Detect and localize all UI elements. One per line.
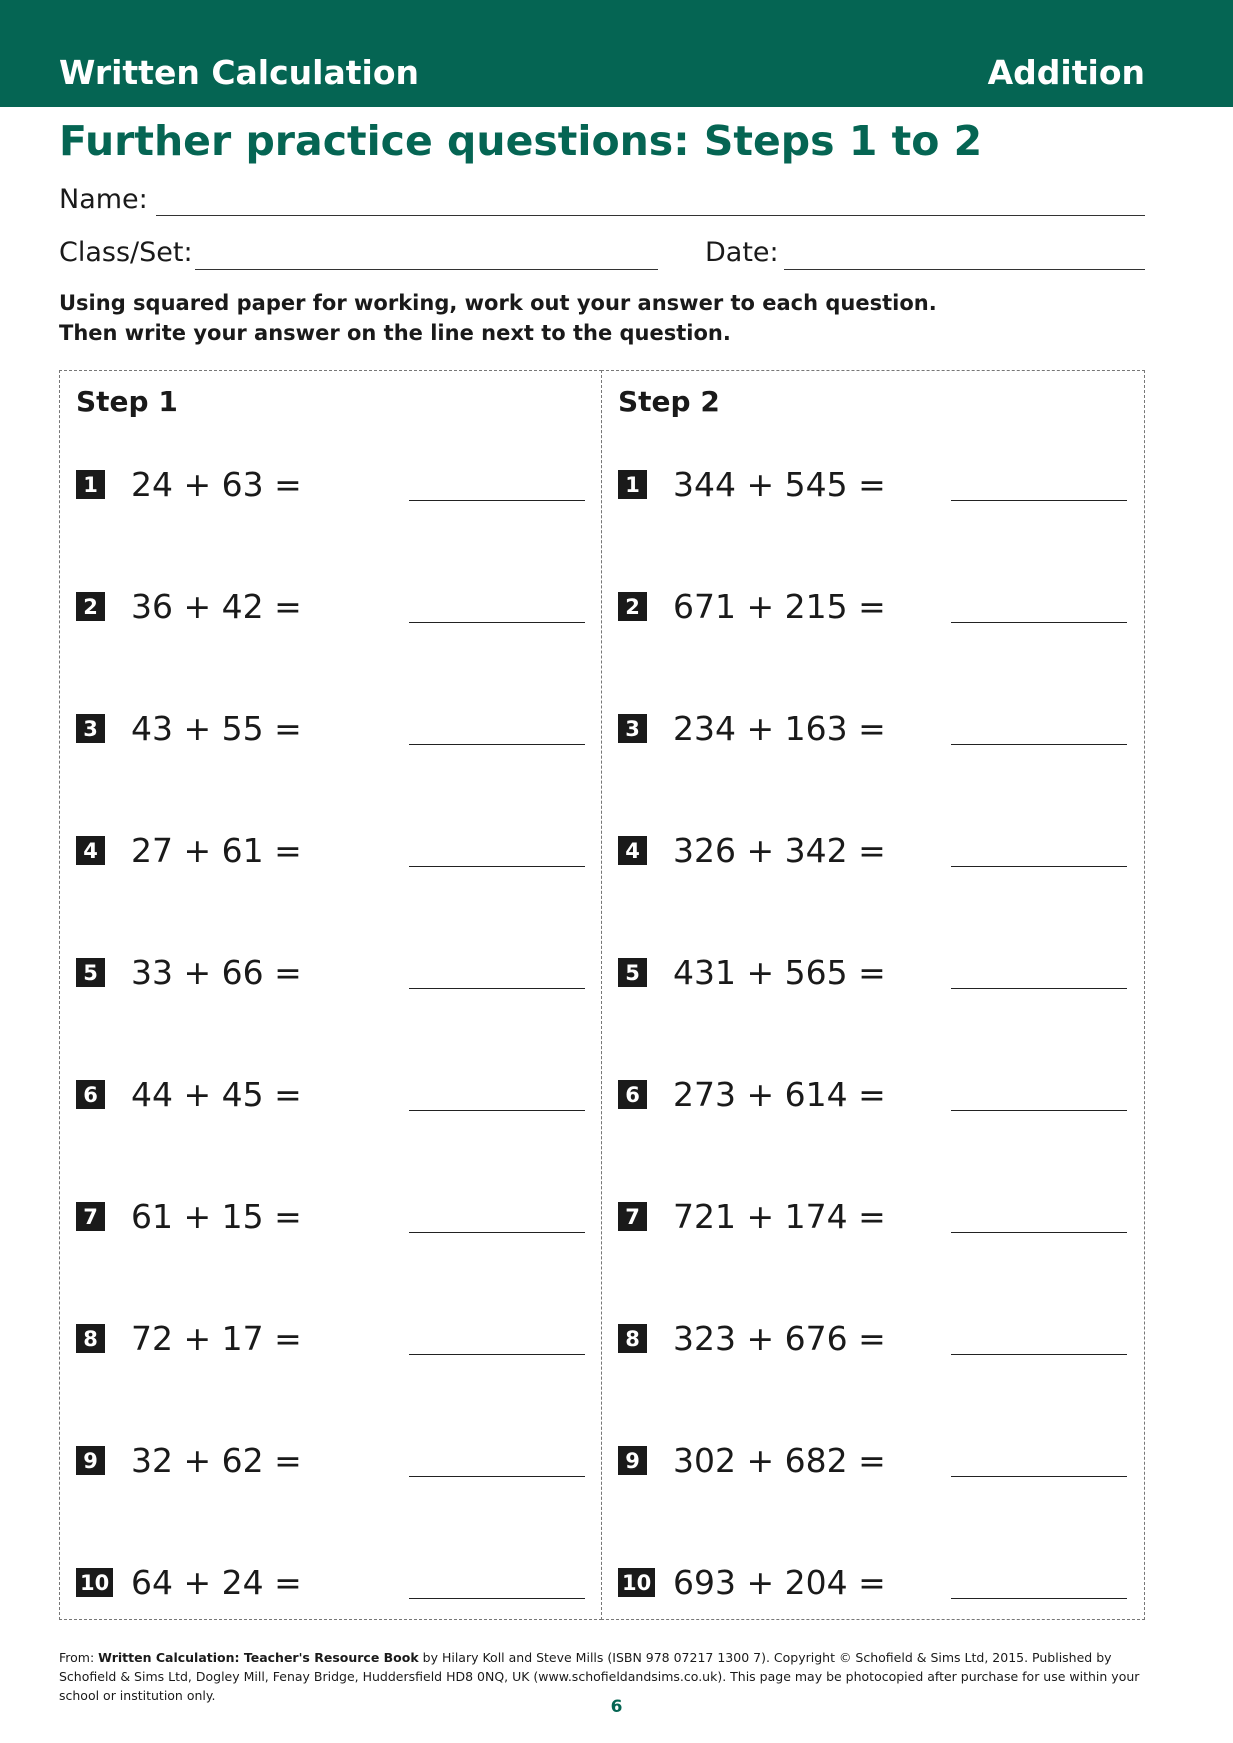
question-text: 33 + 66 =: [131, 953, 302, 992]
answer-line[interactable]: [951, 744, 1127, 745]
question-number-badge: 1: [76, 470, 105, 499]
date-field[interactable]: [784, 269, 1145, 270]
question-number-badge: 5: [618, 958, 647, 987]
question-number-badge: 4: [618, 836, 647, 865]
question-text: 693 + 204 =: [673, 1563, 886, 1602]
page-number: 6: [610, 1697, 623, 1717]
question-item: [618, 1192, 1128, 1242]
answer-line[interactable]: [951, 1476, 1127, 1477]
question-text: 671 + 215 =: [673, 587, 886, 626]
question-number-badge: 1: [618, 470, 647, 499]
question-item: [618, 826, 1128, 876]
answer-line[interactable]: [409, 1354, 585, 1355]
question-text: 32 + 62 =: [131, 1441, 302, 1480]
footer-book-title: Written Calculation: Teacher's Resource Book: [98, 1650, 419, 1665]
question-number-badge: 2: [618, 592, 647, 621]
answer-line[interactable]: [951, 866, 1127, 867]
question-number-badge: 8: [618, 1324, 647, 1353]
question-number-badge: 6: [618, 1080, 647, 1109]
answer-line[interactable]: [951, 622, 1127, 623]
question-text: 323 + 676 =: [673, 1319, 886, 1358]
question-text: 27 + 61 =: [131, 831, 302, 870]
question-item: [76, 1070, 586, 1120]
header-section-title: Written Calculation: [59, 53, 420, 92]
step-1-panel: [59, 370, 602, 1620]
question-text: 234 + 163 =: [673, 709, 886, 748]
page-title: Further practice questions: Steps 1 to 2: [59, 117, 983, 165]
question-item: [618, 582, 1128, 632]
question-number-badge: 3: [76, 714, 105, 743]
footer-prefix: From:: [59, 1650, 99, 1665]
question-item: [76, 948, 586, 998]
question-item: [76, 1314, 586, 1364]
question-text: 36 + 42 =: [131, 587, 302, 626]
question-item: [618, 1436, 1128, 1486]
question-number-badge: 10: [618, 1568, 655, 1597]
question-text: 273 + 614 =: [673, 1075, 886, 1114]
question-item: [618, 704, 1128, 754]
question-number-badge: 8: [76, 1324, 105, 1353]
name-field[interactable]: [156, 215, 1145, 216]
question-number-badge: 3: [618, 714, 647, 743]
question-item: [618, 948, 1128, 998]
name-label: Name:: [59, 184, 148, 215]
answer-line[interactable]: [951, 1598, 1127, 1599]
answer-line[interactable]: [409, 1476, 585, 1477]
question-item: [76, 1436, 586, 1486]
question-number-badge: 9: [618, 1446, 647, 1475]
question-number-badge: 4: [76, 836, 105, 865]
question-number-badge: 7: [76, 1202, 105, 1231]
answer-line[interactable]: [951, 1232, 1127, 1233]
header-topic: Addition: [987, 53, 1145, 92]
question-text: 24 + 63 =: [131, 465, 302, 504]
question-item: [618, 1314, 1128, 1364]
question-number-badge: 2: [76, 592, 105, 621]
class-set-label: Class/Set:: [59, 237, 193, 268]
answer-line[interactable]: [951, 500, 1127, 501]
question-number-badge: 5: [76, 958, 105, 987]
header-bar: [0, 0, 1233, 107]
answer-line[interactable]: [409, 1110, 585, 1111]
footer-details: by Hilary Koll and Steve Mills (ISBN 978 07217 1300 7). Copyright © Schofield & Sims Ltd, 2015. Published by Schofield & Sims Ltd, Dogley Mill, Fenay Bridge, Huddersfield HD8 0NQ, UK (www.schofieldandsims.co.uk). This page may be photocopied after purchase for use within your school or institution only.: [59, 1650, 1140, 1703]
question-item: [76, 1192, 586, 1242]
question-text: 72 + 17 =: [131, 1319, 302, 1358]
answer-line[interactable]: [409, 1598, 585, 1599]
question-text: 43 + 55 =: [131, 709, 302, 748]
answer-line[interactable]: [409, 988, 585, 989]
step-title: Step 1: [76, 385, 178, 418]
instruction-line: Then write your answer on the line next to the question.: [59, 321, 731, 345]
question-text: 344 + 545 =: [673, 465, 886, 504]
question-text: 61 + 15 =: [131, 1197, 302, 1236]
question-item: [76, 582, 586, 632]
question-item: [76, 704, 586, 754]
question-number-badge: 7: [618, 1202, 647, 1231]
answer-line[interactable]: [951, 1110, 1127, 1111]
answer-line[interactable]: [409, 622, 585, 623]
question-text: 721 + 174 =: [673, 1197, 886, 1236]
answer-line[interactable]: [951, 1354, 1127, 1355]
question-item: [618, 1558, 1128, 1608]
question-number-badge: 9: [76, 1446, 105, 1475]
step-title: Step 2: [618, 385, 720, 418]
instruction-line: Using squared paper for working, work out your answer to each question.: [59, 291, 937, 315]
question-item: [76, 1558, 586, 1608]
question-number-badge: 6: [76, 1080, 105, 1109]
answer-line[interactable]: [409, 500, 585, 501]
answer-line[interactable]: [409, 866, 585, 867]
answer-line[interactable]: [409, 744, 585, 745]
question-text: 302 + 682 =: [673, 1441, 886, 1480]
question-text: 64 + 24 =: [131, 1563, 302, 1602]
question-item: [76, 460, 586, 510]
question-item: [76, 826, 586, 876]
date-label: Date:: [705, 237, 779, 268]
answer-line[interactable]: [409, 1232, 585, 1233]
step-2-panel: [601, 370, 1145, 1620]
question-text: 431 + 565 =: [673, 953, 886, 992]
class-set-field[interactable]: [195, 269, 658, 270]
question-text: 326 + 342 =: [673, 831, 886, 870]
question-item: [618, 1070, 1128, 1120]
question-number-badge: 10: [76, 1568, 113, 1597]
question-text: 44 + 45 =: [131, 1075, 302, 1114]
answer-line[interactable]: [951, 988, 1127, 989]
instructions: [59, 288, 937, 348]
question-item: [618, 460, 1128, 510]
